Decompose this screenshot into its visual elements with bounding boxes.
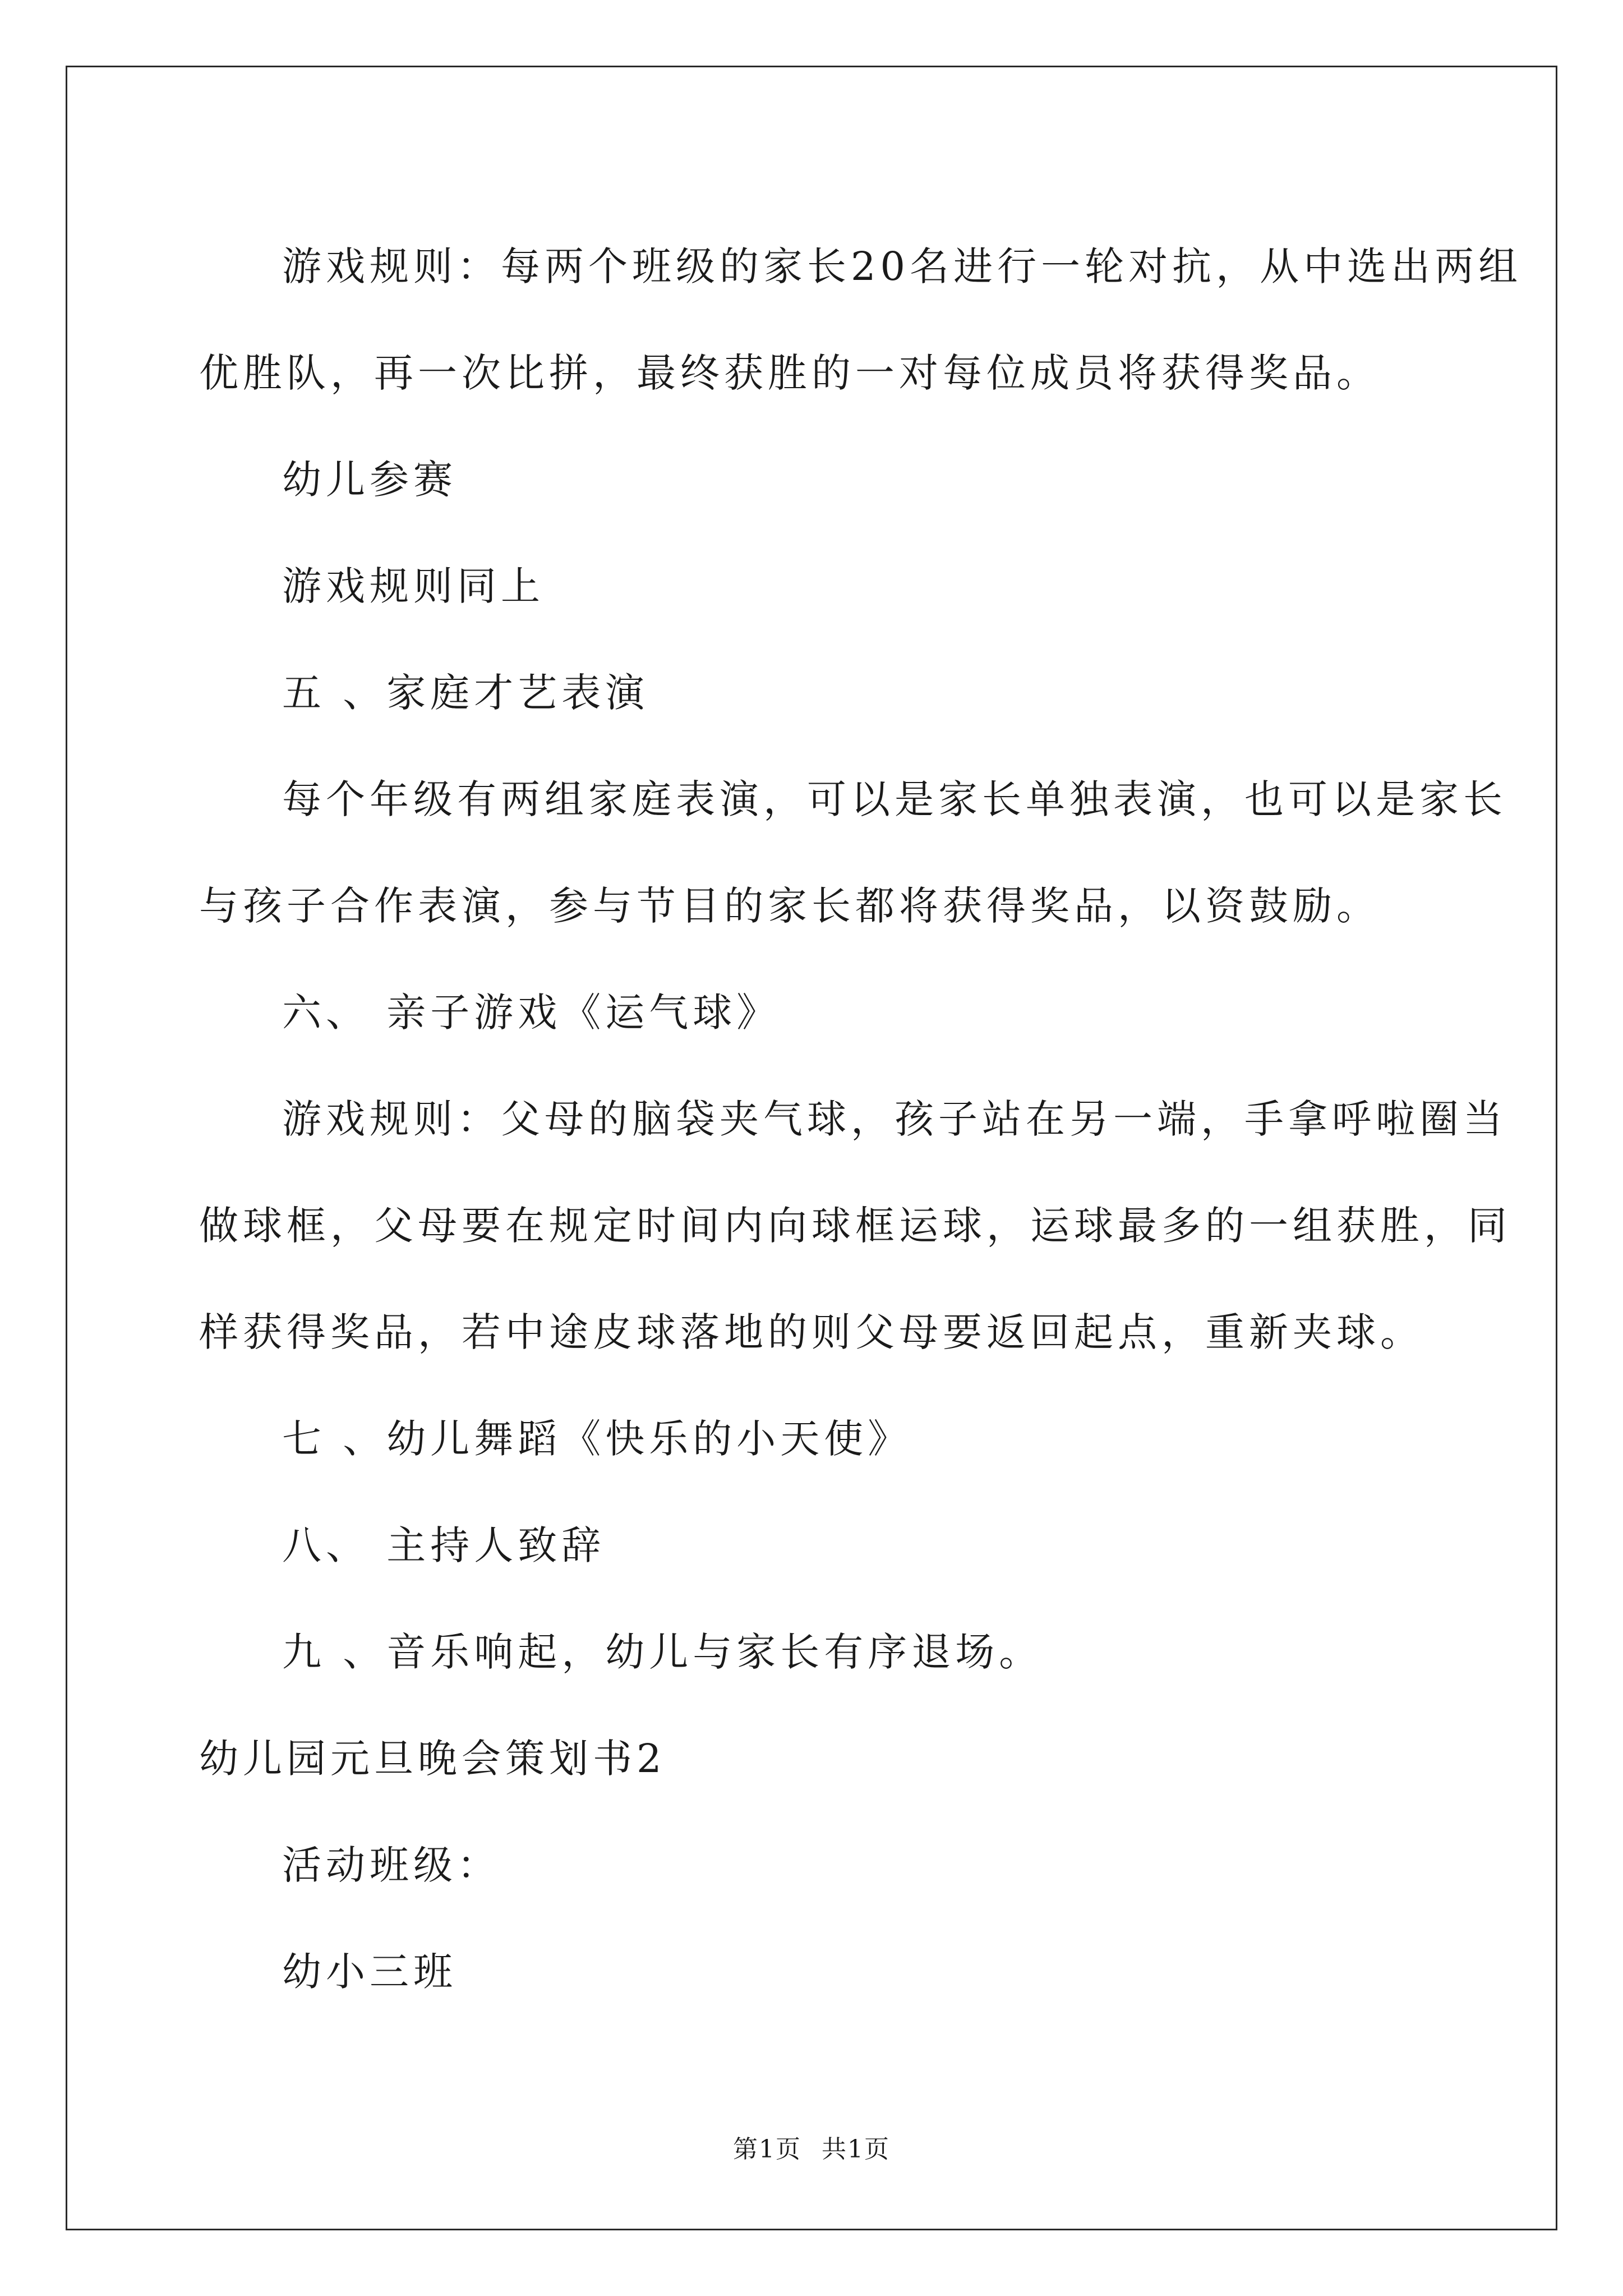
section-heading: 六、 亲子游戏《运气球》 — [282, 990, 781, 1036]
paragraph: 幼小三班 — [282, 1949, 457, 1995]
section-heading: 七 、幼儿舞蹈《快乐的小天使》 — [282, 1416, 912, 1462]
paragraph: 每个年级有两组家庭表演，可以是家长单独表演，也可以是家长 — [282, 776, 1507, 822]
page-number-total: 共1页 — [822, 2135, 890, 2164]
paragraph: 游戏规则：每两个班级的家长20名进行一轮对抗，从中选出两组 — [282, 243, 1523, 289]
paragraph: 优胜队，再一次比拼，最终获胜的一对每位成员将获得奖品。 — [199, 350, 1380, 396]
page-footer — [0, 2129, 1623, 2165]
paragraph: 游戏规则：父母的脑袋夹气球，孩子站在另一端，手拿呼啦圈当 — [282, 1096, 1507, 1142]
paragraph: 活动班级： — [282, 1842, 501, 1888]
page-number-current: 第1页 — [733, 2135, 801, 2164]
section-heading: 八、 主持人致辞 — [282, 1522, 606, 1568]
document-body — [199, 213, 1523, 2025]
document-title: 幼儿园元旦晚会策划书2 — [199, 1736, 666, 1782]
section-heading: 九 、音乐响起，幼儿与家长有序退场。 — [282, 1629, 1043, 1675]
paragraph: 游戏规则同上 — [282, 563, 545, 609]
paragraph: 做球框，父母要在规定时间内向球框运球，运球最多的一组获胜，同 — [199, 1203, 1511, 1249]
paragraph: 幼儿参赛 — [282, 457, 457, 503]
paragraph: 与孩子合作表演，参与节目的家长都将获得奖品，以资鼓励。 — [199, 883, 1380, 929]
paragraph: 样获得奖品，若中途皮球落地的则父母要返回起点，重新夹球。 — [199, 1309, 1424, 1355]
section-heading: 五 、家庭才艺表演 — [282, 670, 649, 716]
